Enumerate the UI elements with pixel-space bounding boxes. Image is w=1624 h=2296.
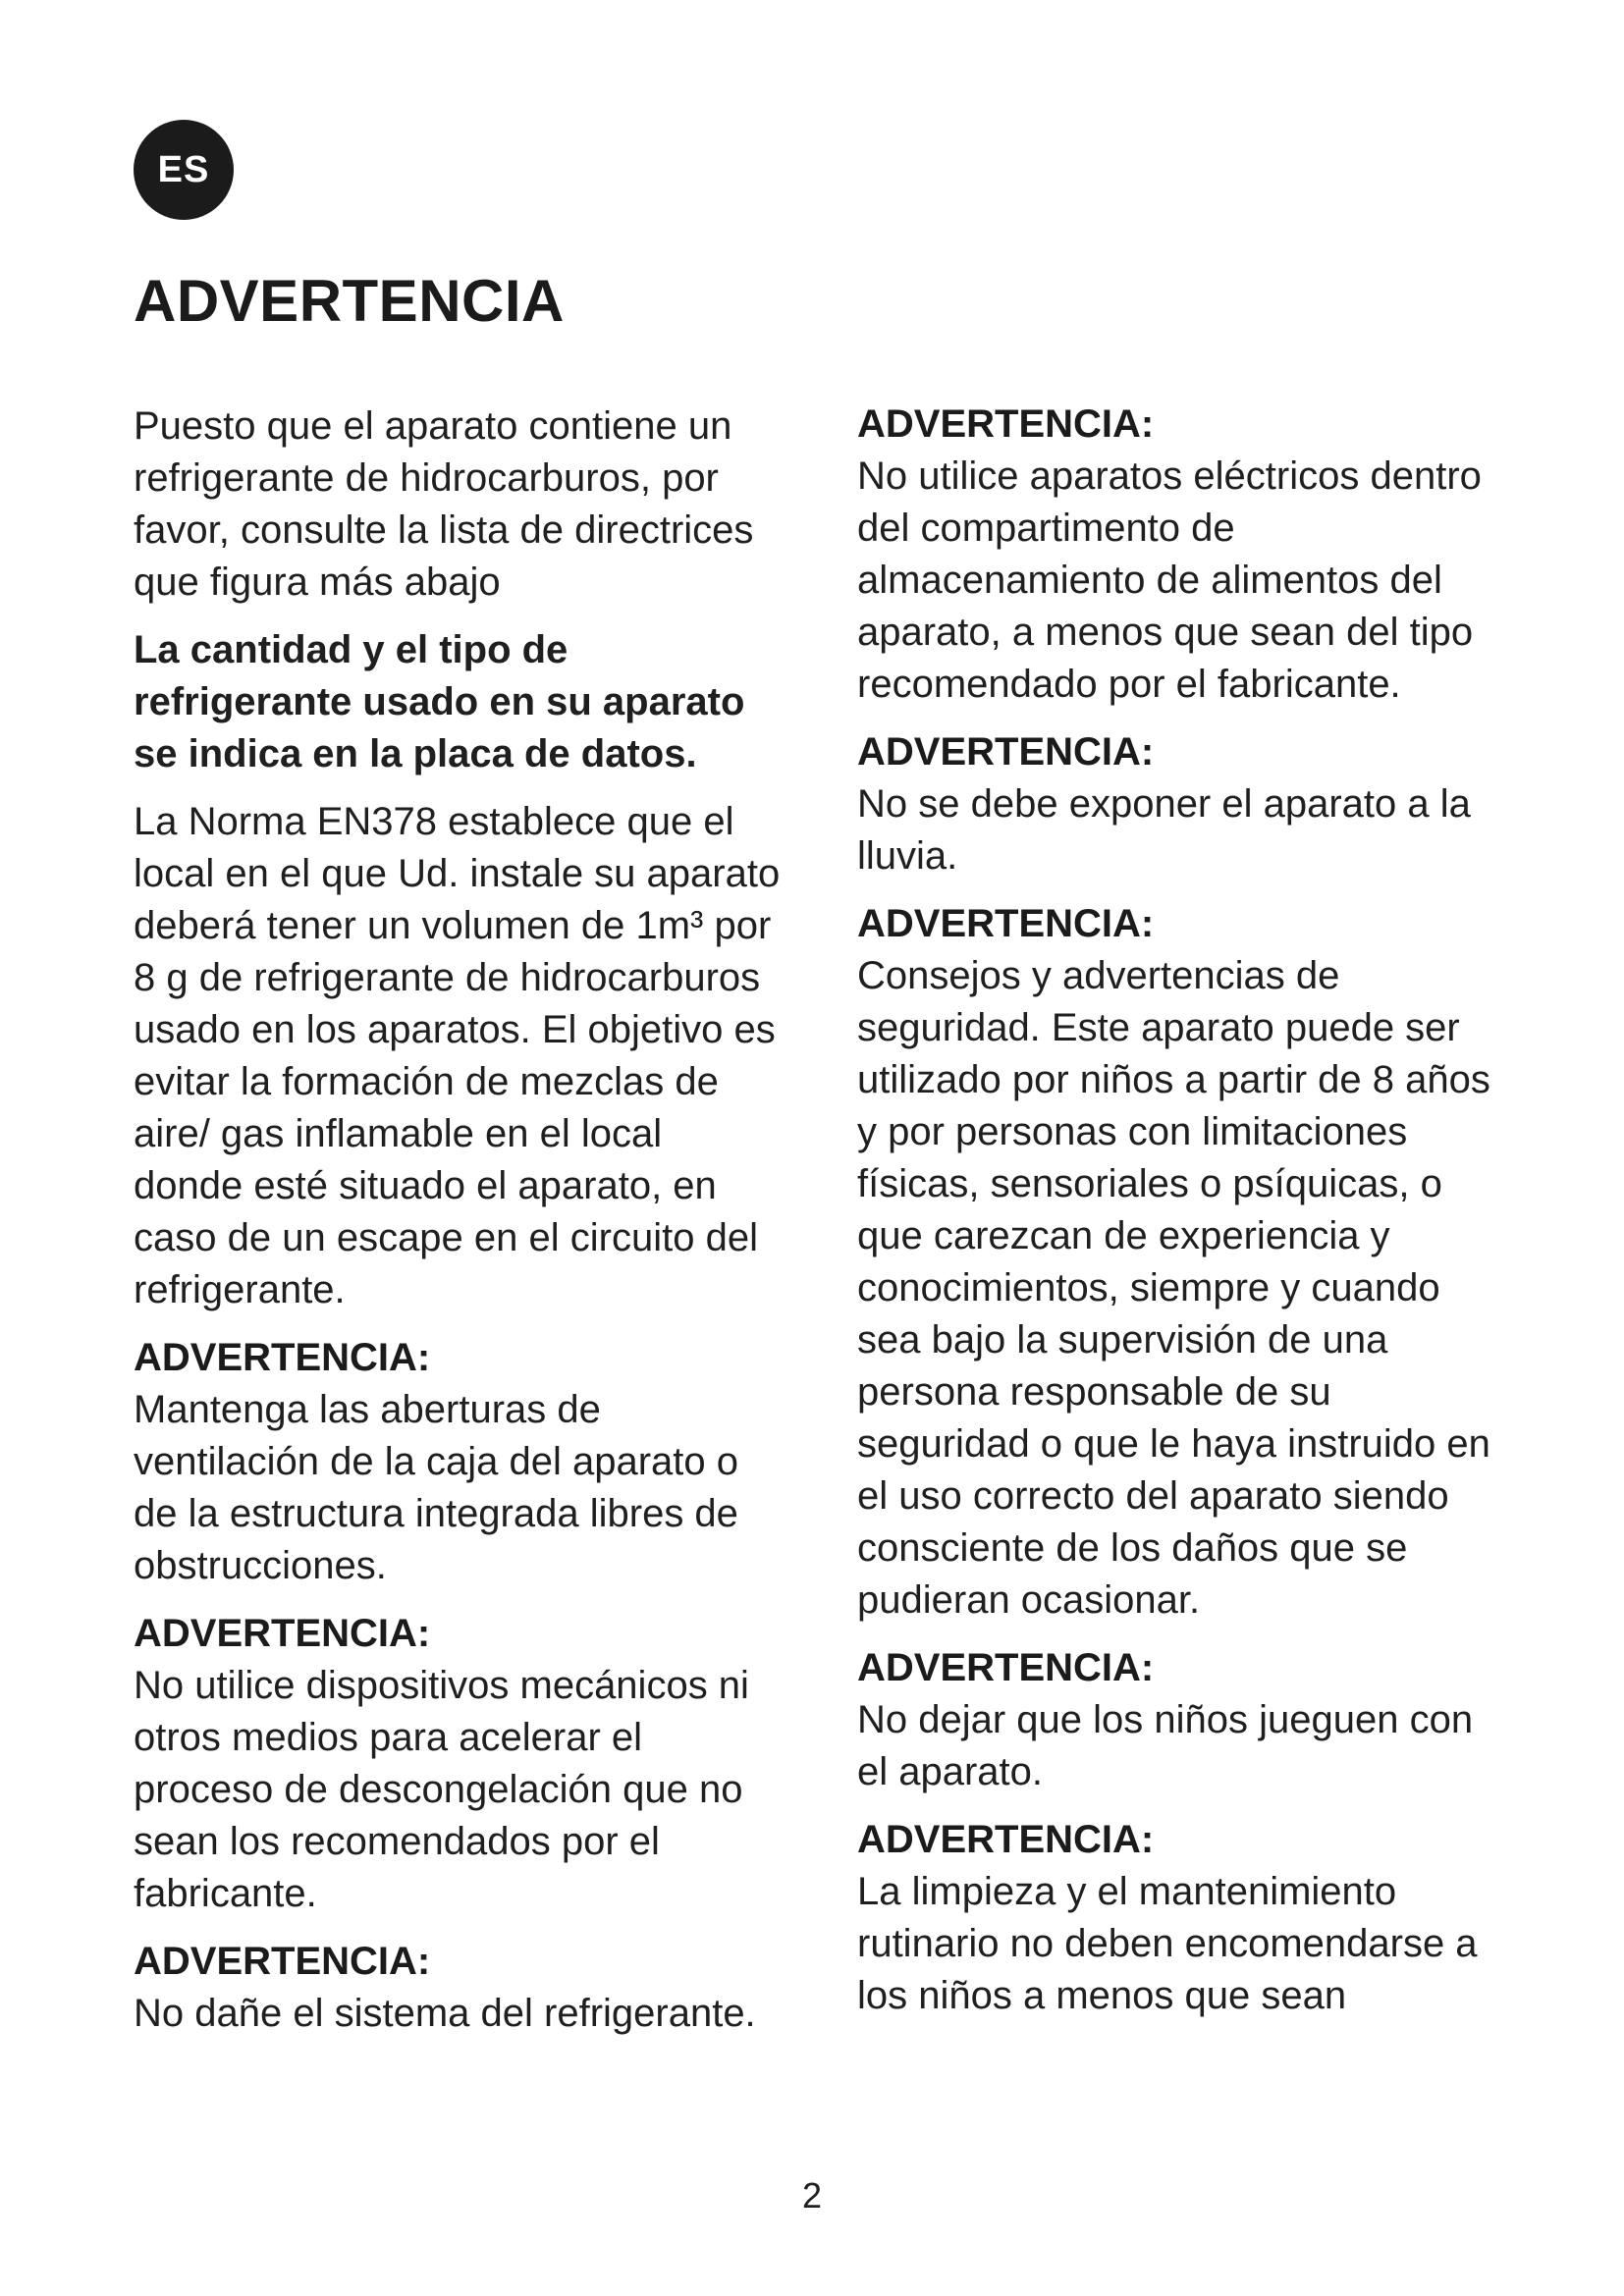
warning-text: No se debe exponer el aparato a la lluvia. [857,782,1471,878]
warning-heading: ADVERTENCIA: [857,402,1155,446]
right-column [857,399,1505,2038]
warning-text: Mantenga las aberturas de ventilación de la caja del aparato o de la estructura integrada libres de obstrucciones. [134,1388,738,1587]
warning-text: Consejos y advertencias de seguridad. Este aparato puede ser utilizado por niños a partir de 8 años y por personas con limitaciones físicas, sensoriales o psíquicas, o que carezcan de experiencia y conocimientos, siempre y cuando sea bajo la supervisión de una persona responsable de su seguridad o que le haya instruido en el uso correcto del aparato siendo consciente de los daños que se pudieran ocasionar. [857,954,1490,1622]
warning-cleaning [857,1814,1505,2022]
norm-paragraph: La Norma EN378 establece que el local en el que Ud. instale su aparato deberá tener un volumen de 1m³ por 8 g de refrigerante de hidrocarburos usado en los aparatos. El objetivo es evitar la formación de mezclas de aire/ gas inflamable en el local donde esté situado el aparato, en caso de un escape en el circuito del refrigerante. [134,800,781,1311]
warning-text: No dañe el sistema del refrigerante. [134,1992,756,2035]
left-column [134,400,782,2056]
warning-heading: ADVERTENCIA: [134,1940,431,1983]
warning-rain [857,726,1505,882]
warning-text: No utilice dispositivos mecánicos ni otros medios para acelerar el proceso de descongelación que no sean los recomendados por el fabricante. [134,1664,749,1915]
page-title: ADVERTENCIA [134,268,565,334]
refrigerant-notice: La cantidad y el tipo de refrigerante usado en su aparato se indica en la placa de datos. [134,628,745,775]
language-badge-label: ES [157,148,210,190]
warning-defrost [134,1608,782,1920]
warning-heading: ADVERTENCIA: [134,1612,431,1655]
warning-heading: ADVERTENCIA: [134,1336,431,1379]
warning-ventilation [134,1332,782,1592]
warning-heading: ADVERTENCIA: [857,730,1155,774]
intro-paragraph: Puesto que el aparato contiene un refrigerante de hidrocarburos, por favor, consulte la lista de directrices que figura más abajo [134,404,754,604]
warning-refrigerant-system [134,1936,782,2040]
warning-heading: ADVERTENCIA: [857,902,1155,945]
warning-text: No dejar que los niños jueguen con el aparato. [857,1698,1474,1793]
language-badge [134,120,234,220]
warning-text: No utilice aparatos eléctricos dentro del compartimento de almacenamiento de alimentos del aparato, a menos que sean del tipo recomendado por el fabricante. [857,454,1482,706]
warning-children-play [857,1642,1505,1798]
warning-heading: ADVERTENCIA: [857,1818,1155,1861]
warning-text: La limpieza y el mantenimiento rutinario no deben encomendarse a los niños a menos que sean [857,1870,1478,2017]
page-number: 2 [801,2175,823,2216]
warning-safety-advice [857,898,1505,1627]
warning-electrical-appliances [857,399,1505,711]
warning-heading: ADVERTENCIA: [857,1646,1155,1689]
